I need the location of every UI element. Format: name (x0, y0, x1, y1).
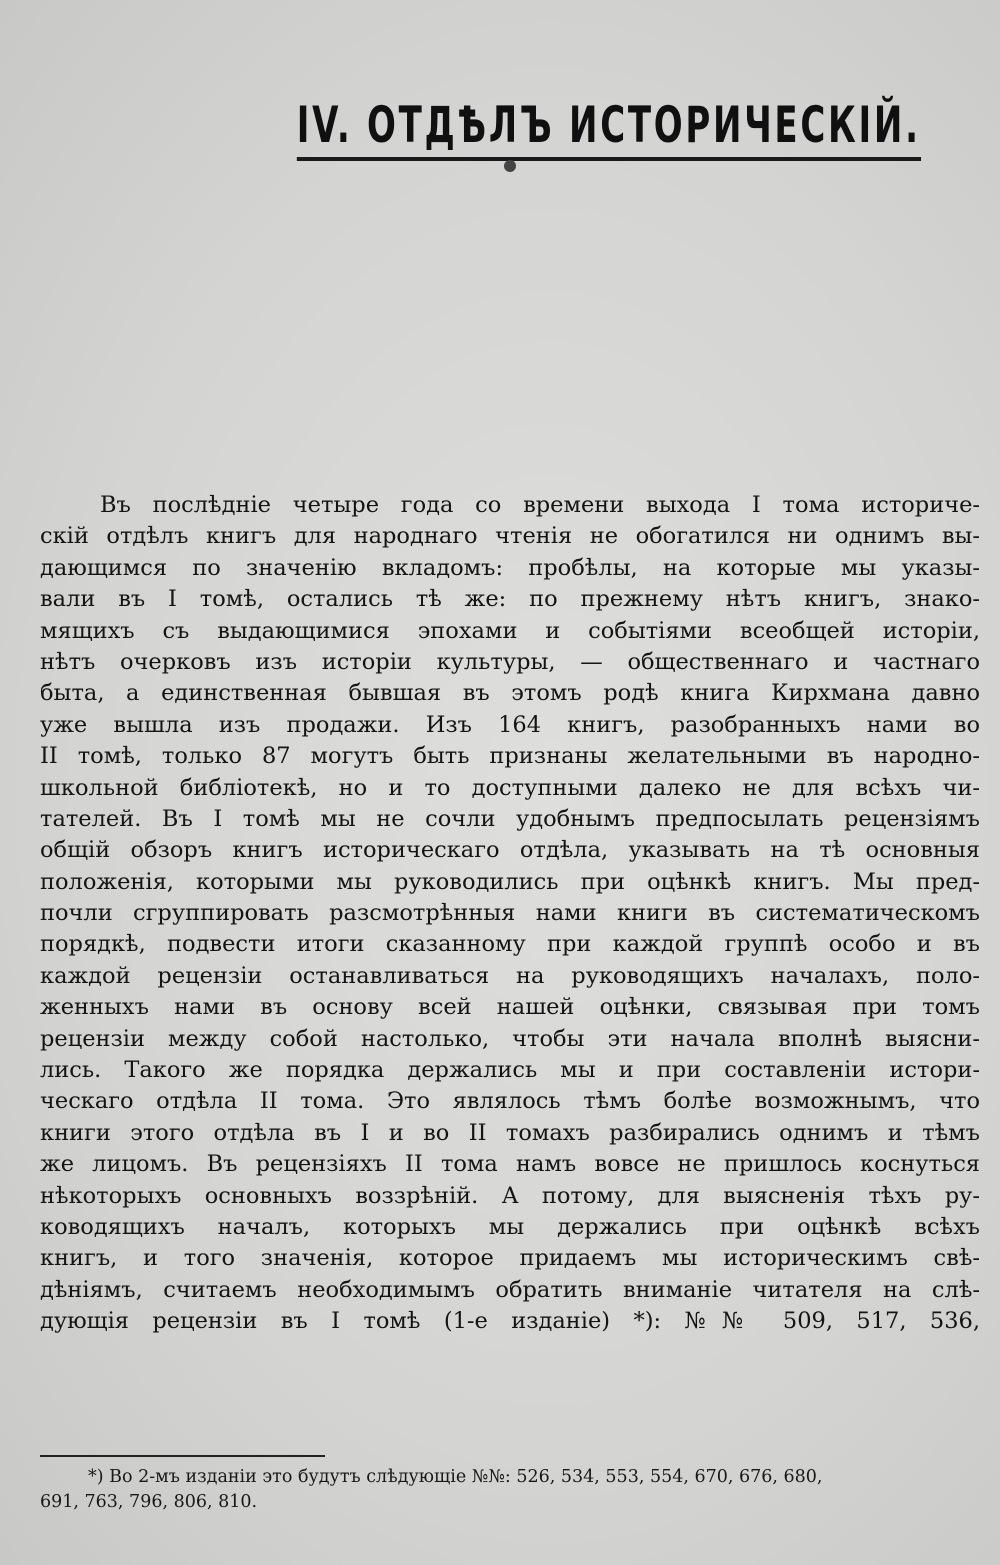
text-line: каждой рецензіи останавливаться на руководящихъ началахъ, поло- (40, 962, 980, 989)
text-line: нѣтъ очерковъ изъ исторіи культуры, — общественнаго и частнаго (40, 648, 980, 675)
text-line: мящихъ съ выдающимися эпохами и событіями всеобщей исторіи, (40, 617, 980, 644)
text-line: книгъ, и того значенія, которое придаемъ мы историческимъ свѣ- (40, 1245, 980, 1272)
text-line: рецензіи между собой настолько, чтобы эти начала вполнѣ выясни- (40, 1025, 980, 1052)
text-line: скій отдѣлъ книгъ для народнаго чтенія не обогатился ни однимъ вы- (40, 523, 980, 550)
text-line: же лицомъ. Въ рецензіяхъ II тома намъ вовсе не пришлось коснуться (40, 1151, 980, 1178)
text-line: школьной библіотекѣ, но и то доступными далеко не для всѣхъ чи- (40, 774, 980, 801)
title-ornament-dot (504, 160, 516, 172)
text-line: порядкѣ, подвести итоги сказанному при каждой группѣ особо и въ (40, 931, 980, 958)
text-line: лись. Такого же порядка держались мы и при составленіи истори- (40, 1057, 980, 1084)
footnote-divider (40, 1455, 325, 1457)
text-line: ководящихъ началъ, которыхъ мы держались при оцѣнкѣ всѣхъ (40, 1213, 980, 1240)
text-line: книги этого отдѣла въ I и во II томахъ разбирались однимъ и тѣмъ (40, 1119, 980, 1146)
text-line: дѣніямъ, считаемъ необходимымъ обратить вниманіе читателя на слѣ- (40, 1276, 980, 1303)
text-line: женныхъ нами въ основу всей нашей оцѣнки, связывая при томъ (40, 994, 980, 1021)
text-line: тателей. Въ I томѣ мы не сочли удобнымъ предпосылать рецензіямъ (40, 805, 980, 832)
text-line: почли сгруппировать разсмотрѣнныя нами книги въ систематическомъ (40, 900, 980, 927)
text-line: дующія рецензіи въ I томѣ (1-е изданіе) *): №№ 509, 517, 536, (40, 1308, 980, 1335)
text-line: Въ послѣдніе четыре года со времени выхода I тома историче- (100, 492, 980, 518)
text-line: положенія, которыми мы руководились при оцѣнкѣ книгъ. Мы пред- (40, 868, 980, 895)
text-line: ческаго отдѣла II тома. Это являлось тѣмъ болѣе возможнымъ, что (40, 1088, 980, 1115)
text-line: дающимся по значенію вкладомъ: пробѣлы, на которые мы указы- (40, 554, 980, 581)
text-line: уже вышла изъ продажи. Изъ 164 книгъ, разобранныхъ нами во (40, 711, 980, 738)
footnote-line: 691, 763, 796, 806, 810. (40, 1492, 258, 1512)
text-line: II томѣ, только 87 могутъ быть признаны желательными въ народно- (40, 743, 980, 770)
body-paragraph (40, 490, 980, 1338)
text-line: быта, а единственная бывшая въ этомъ родѣ книга Кирхмана давно (40, 680, 980, 707)
footnote-line: *) Во 2-мъ изданіи это будутъ слѣдующіе №№: 526, 534, 553, 554, 670, 676, 680, (88, 1467, 823, 1487)
text-line: вали въ I томѣ, остались тѣ же: по прежнему нѣтъ книгъ, знако- (40, 586, 980, 613)
text-line: общій обзоръ книгъ историческаго отдѣла, указывать на тѣ основныя (40, 837, 980, 864)
footnote (40, 1465, 980, 1515)
text-line: нѣкоторыхъ основныхъ воззрѣній. А потому, для выясненія тѣхъ ру- (40, 1182, 980, 1209)
section-heading-block (150, 95, 921, 185)
section-title: IV. ОТДѢЛЪ ИСТОРИЧЕСКІЙ. (297, 95, 921, 161)
